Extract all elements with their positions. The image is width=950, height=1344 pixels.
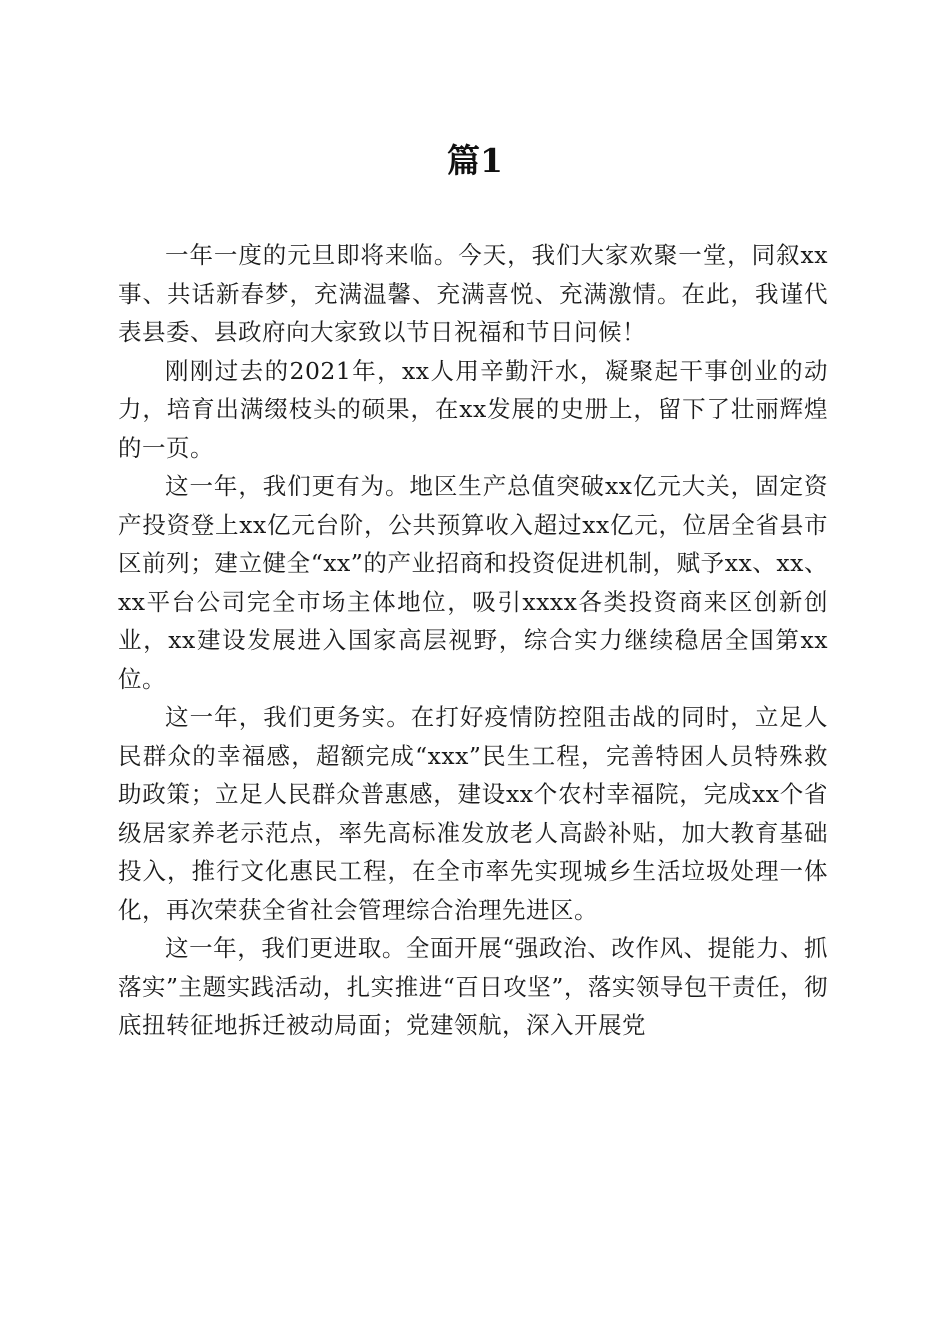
document-body — [118, 236, 828, 1045]
paragraph-new-year-greeting: 一年一度的元旦即将来临。今天，我们大家欢聚一堂，同叙xx事、共话新春梦，充满温馨、充满喜悦、充满激情。在此，我谨代表县委、县政府向大家致以节日祝福和节日问候！ — [118, 241, 828, 346]
document-title: 篇1 — [447, 141, 503, 180]
paragraph-more-accomplished: 这一年，我们更有为。地区生产总值突破xx亿元大关，固定资产投资登上xx亿元台阶，公共预算收入超过xx亿元，位居全省县市区前列；建立健全“xx”的产业招商和投资促进机制，赋予xx、xx、xx平台公司完全市场主体地位，吸引xxxx各类投资商来区创新创业，xx建设发展进入国家高层视野，综合实力继续稳居全国第xx位。 — [118, 472, 828, 693]
paragraph-more-pragmatic: 这一年，我们更务实。在打好疫情防控阻击战的同时，立足人民群众的幸福感，超额完成“xxx”民生工程，完善特困人员特殊救助政策；立足人民群众普惠感，建设xx个农村幸福院，完成xx个省级居家养老示范点，率先高标准发放老人高龄补贴，加大教育基础投入，推行文化惠民工程，在全市率先实现城乡生活垃圾处理一体化，再次荣获全省社会管理综合治理先进区。 — [118, 703, 828, 924]
paragraph-more-enterprising: 这一年，我们更进取。全面开展“强政治、改作风、提能力、抓落实”主题实践活动，扎实推进“百日攻坚”，落实领导包干责任，彻底扭转征地拆迁被动局面；党建领航，深入开展党 — [118, 934, 828, 1039]
paragraph-past-year: 刚刚过去的2021年，xx人用辛勤汗水，凝聚起干事创业的动力，培育出满缀枝头的硕果，在xx发展的史册上，留下了壮丽辉煌的一页。 — [118, 356, 828, 462]
